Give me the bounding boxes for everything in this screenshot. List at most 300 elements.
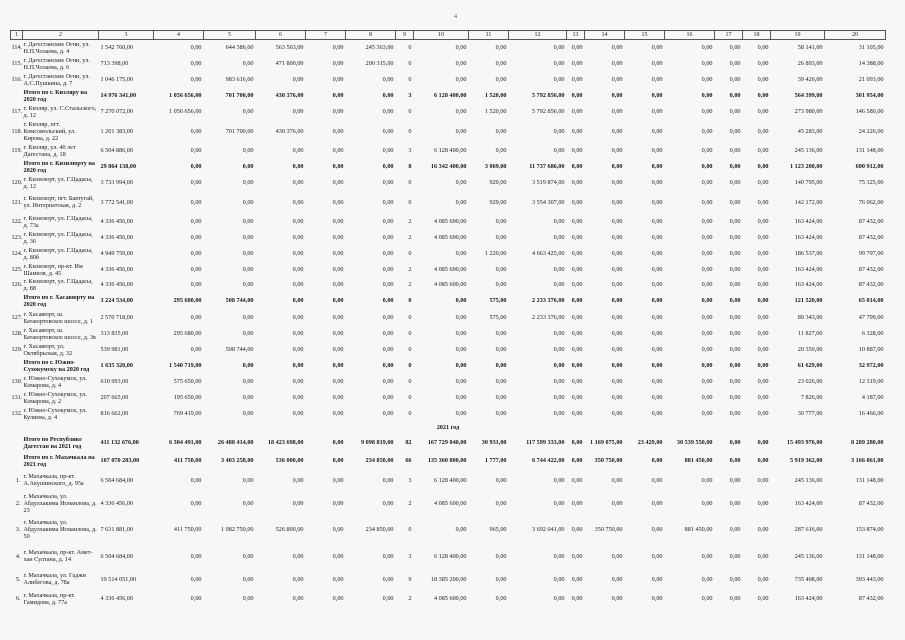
value-cell: 0	[408, 198, 412, 206]
value-cell: 0,00	[190, 198, 202, 206]
value-cell: 31 105,00	[858, 44, 884, 52]
address-cell: г. Кизилюрт, пр-кт. Им Шамиля, д. 45	[23, 262, 83, 277]
value-cell: 0,00	[292, 198, 304, 206]
value-cell: 0,00	[729, 457, 741, 464]
value-cell: 0,00	[190, 76, 202, 83]
value-cell: 0,00	[553, 147, 565, 154]
row-number	[11, 88, 23, 104]
value-cell: 0,00	[292, 410, 304, 417]
value-cell: 1 635 320,00	[100, 362, 133, 369]
value-cell: 0,00	[757, 346, 769, 353]
value-cell: 0,00	[651, 266, 663, 273]
value-cell: 0,00	[242, 234, 254, 241]
value-cell: 75 325,00	[858, 179, 884, 186]
row-number: 125.	[11, 266, 23, 273]
value-cell: 0,00	[701, 394, 713, 401]
row-number: 118.	[11, 127, 23, 135]
value-cell: 0	[408, 346, 412, 353]
value-cell: 0,00	[611, 163, 623, 170]
value-cell: 0,00	[611, 147, 623, 154]
value-cell: 508 744,00	[225, 346, 254, 353]
value-cell: 3	[408, 92, 412, 99]
value-cell: 87 432,00	[858, 218, 884, 225]
value-cell: 0,00	[455, 198, 467, 206]
value-cell: 135 360 800,00	[427, 457, 467, 464]
value-cell: 0	[408, 108, 412, 115]
value-cell: 6 128 400,00	[434, 476, 467, 484]
value-cell: 0,00	[729, 250, 741, 257]
value-cell: 163 424,00	[794, 281, 823, 288]
value-cell: 0,00	[651, 526, 663, 533]
table-row	[11, 246, 886, 262]
value-cell: 0,00	[651, 330, 663, 337]
value-cell: 881 450,00	[684, 457, 713, 464]
value-cell: 0,00	[190, 60, 202, 67]
value-cell: 6 744 422,00	[532, 457, 565, 464]
table-row	[11, 175, 886, 191]
value-cell: 0,00	[242, 595, 254, 602]
value-cell: 350 750,00	[594, 526, 623, 533]
value-cell: 0	[408, 179, 412, 186]
column-number-header: 10	[414, 31, 469, 40]
value-cell: 4 336 456,00	[100, 595, 133, 602]
value-cell: 0,00	[242, 218, 254, 225]
address-cell: г. Кизилюрт, ул. Г.Цадасы, д. 88	[23, 277, 93, 292]
value-cell: 0,00	[292, 179, 304, 186]
value-cell: 45 283,00	[797, 127, 823, 135]
value-cell: 0,00	[729, 410, 741, 417]
value-cell: 0,00	[332, 281, 344, 288]
value-cell: 0,00	[332, 314, 344, 321]
value-cell: 0,00	[553, 218, 565, 225]
value-cell: 0,00	[495, 346, 507, 353]
value-cell: 1 520,00	[484, 92, 507, 99]
value-cell: 0,00	[757, 127, 769, 135]
value-cell: 0,00	[332, 499, 344, 507]
value-cell: 4 949 759,00	[100, 250, 133, 257]
value-cell: 0,00	[757, 394, 769, 401]
value-cell: 0,00	[651, 281, 663, 288]
table-row	[11, 326, 886, 342]
value-cell: 0,00	[495, 127, 507, 135]
value-cell: 0,00	[571, 198, 583, 206]
value-cell: 4 336 456,00	[100, 499, 133, 507]
value-cell: 0,00	[382, 314, 394, 321]
value-cell: 0,00	[553, 499, 565, 507]
value-cell: 0,00	[729, 147, 741, 154]
value-cell: 131 148,00	[855, 552, 884, 560]
value-cell: 58 141,00	[797, 44, 823, 52]
value-cell: 0,00	[242, 552, 254, 560]
value-cell: 0	[408, 297, 412, 304]
value-cell: 0,00	[190, 476, 202, 484]
value-cell: 0,00	[242, 281, 254, 288]
value-cell: 393 443,00	[855, 575, 884, 583]
value-cell: 0,00	[382, 575, 394, 583]
value-cell: 0,00	[242, 198, 254, 206]
value-cell: 965,00	[489, 526, 507, 533]
value-cell: 0,00	[332, 147, 344, 154]
value-cell: 0,00	[382, 410, 394, 417]
address-cell: г. Махачкала, пр-кт. А.Акушинского, д. 95а	[23, 473, 84, 487]
value-cell: 0,00	[242, 250, 254, 257]
value-cell: 131 148,00	[855, 476, 884, 484]
value-cell: 0,00	[571, 266, 583, 273]
row-number	[11, 433, 23, 453]
value-cell: 0,00	[190, 281, 202, 288]
row-number: 128.	[11, 330, 23, 337]
value-cell: 0,00	[571, 330, 583, 337]
value-cell: 0,00	[382, 266, 394, 273]
value-cell: 0,00	[757, 218, 769, 225]
value-cell: 0,00	[455, 76, 467, 83]
value-cell: 0,00	[553, 575, 565, 583]
value-cell: 0,00	[651, 250, 663, 257]
value-cell: 99 797,00	[858, 250, 884, 257]
value-cell: 0,00	[611, 346, 623, 353]
value-cell: 575,00	[489, 297, 507, 304]
value-cell: 0,00	[242, 499, 254, 507]
value-cell: 0,00	[495, 60, 507, 67]
value-cell: 0,00	[701, 92, 713, 99]
value-cell: 0,00	[382, 234, 394, 241]
value-cell: 0,00	[495, 476, 507, 484]
value-cell: 0,00	[651, 552, 663, 560]
table-row	[11, 262, 886, 278]
value-cell: 600 912,00	[855, 163, 884, 170]
value-cell: 87 432,00	[858, 595, 884, 602]
value-cell: 2	[408, 281, 412, 288]
value-cell: 0,00	[382, 179, 394, 186]
value-cell: 82	[405, 439, 412, 446]
value-cell: 0,00	[332, 266, 344, 273]
value-cell: 0	[408, 394, 412, 401]
value-cell: 5 792 856,00	[532, 108, 565, 115]
value-cell: 4 085 600,00	[434, 266, 467, 273]
value-cell: 0,00	[553, 595, 565, 602]
value-cell: 3 069,00	[484, 163, 507, 170]
value-cell: 575 650,00	[173, 378, 202, 385]
value-cell: 0,00	[701, 314, 713, 321]
column-number-header: 9	[396, 31, 414, 40]
value-cell: 0,00	[611, 595, 623, 602]
value-cell: 3	[408, 147, 412, 154]
address-cell: Итого по г. Хасавюрту на 2020 год	[23, 293, 95, 308]
value-cell: 0,00	[242, 108, 254, 115]
table-row	[11, 568, 886, 591]
value-cell: 0,00	[455, 330, 467, 337]
table-row	[11, 72, 886, 88]
value-cell: 163 424,00	[794, 595, 823, 602]
value-cell: 163 424,00	[794, 234, 823, 241]
value-cell: 983 616,00	[225, 76, 254, 83]
value-cell: 6 128 400,00	[434, 552, 467, 560]
subtotal-row	[11, 453, 886, 469]
value-cell: 0,00	[701, 297, 713, 304]
value-cell: 0,00	[701, 163, 713, 170]
value-cell: 0,00	[382, 108, 394, 115]
row-number: 130.	[11, 378, 23, 385]
value-cell: 769 419,00	[173, 410, 202, 417]
value-cell: 0,00	[190, 314, 202, 321]
value-cell: 21 093,00	[858, 76, 884, 83]
value-cell: 7 270 072,00	[100, 108, 133, 115]
value-cell: 0,00	[729, 60, 741, 67]
value-cell: 0,00	[495, 378, 507, 385]
value-cell: 0,00	[729, 127, 741, 135]
value-cell: 350 750,00	[594, 457, 623, 464]
address-cell: г. Кизляр, пгт. Комсомольский, ул. Кирова, д. 22	[23, 120, 76, 142]
value-cell: 0,00	[571, 60, 583, 67]
value-cell: 2 233 376,00	[532, 297, 565, 304]
table-row	[11, 406, 886, 422]
value-cell: 0,00	[757, 198, 769, 206]
value-cell: 0,00	[571, 439, 583, 446]
value-cell: 0,00	[332, 60, 344, 67]
value-cell: 0,00	[242, 163, 254, 170]
row-number	[11, 358, 23, 374]
value-cell: 0,00	[292, 595, 304, 602]
value-cell: 47 799,00	[858, 314, 884, 321]
value-cell: 61 629,00	[797, 362, 823, 369]
value-cell: 0,00	[729, 526, 741, 533]
value-cell: 0,00	[292, 163, 304, 170]
value-cell: 0,00	[757, 457, 769, 464]
value-cell: 0,00	[571, 297, 583, 304]
address-cell: г. Южно-Сухокумск, ул. Кулиева, д. 4	[23, 406, 87, 421]
value-cell: 0,00	[242, 362, 254, 369]
value-cell: 0	[408, 44, 412, 52]
year-heading-row	[11, 422, 886, 433]
value-cell: 0,00	[611, 250, 623, 257]
value-cell: 0,00	[757, 330, 769, 337]
value-cell: 0,00	[553, 76, 565, 83]
value-cell: 2	[408, 218, 412, 225]
column-number-header: 11	[469, 31, 509, 40]
value-cell: 6 504 684,00	[100, 476, 133, 484]
value-cell: 0	[408, 60, 412, 67]
value-cell: 0,00	[455, 127, 467, 135]
value-cell: 0,00	[382, 250, 394, 257]
value-cell: 0,00	[332, 362, 344, 369]
row-number: 126.	[11, 281, 23, 288]
table-row	[11, 56, 886, 72]
value-cell: 0,00	[455, 394, 467, 401]
value-cell: 0	[408, 378, 412, 385]
value-cell: 0,00	[553, 410, 565, 417]
row-number: 127.	[11, 314, 23, 321]
value-cell: 0,00	[553, 127, 565, 135]
address-cell: г. Кизляр, ул. 40 лет Дагестана, д. 18	[23, 143, 76, 158]
value-cell: 0,00	[611, 314, 623, 321]
value-cell: 0,00	[332, 595, 344, 602]
value-cell: 0,00	[571, 92, 583, 99]
value-cell: 16 342 400,00	[430, 163, 467, 170]
value-cell: 117 599 333,00	[526, 439, 565, 446]
value-cell: 245 136,00	[794, 552, 823, 560]
value-cell: 4 085 600,00	[434, 234, 467, 241]
value-cell: 0,00	[332, 410, 344, 417]
value-cell: 0,00	[571, 394, 583, 401]
value-cell: 0,00	[190, 179, 202, 186]
value-cell: 0,00	[651, 218, 663, 225]
value-cell: 4 336 456,00	[100, 281, 133, 288]
value-cell: 0,00	[757, 147, 769, 154]
value-cell: 163 424,00	[794, 266, 823, 273]
value-cell: 0,00	[611, 330, 623, 337]
value-cell: 0,00	[701, 44, 713, 52]
value-cell: 131 148,00	[855, 147, 884, 154]
value-cell: 0,00	[332, 297, 344, 304]
value-cell: 0,00	[729, 499, 741, 507]
value-cell: 9 098 819,00	[361, 439, 394, 446]
value-cell: 2 570 718,00	[100, 314, 133, 321]
value-cell: 0,00	[757, 108, 769, 115]
value-cell: 2	[408, 595, 412, 602]
row-number: 121.	[11, 198, 23, 206]
value-cell: 0,00	[382, 76, 394, 83]
value-cell: 0,00	[495, 147, 507, 154]
value-cell: 146 580,00	[855, 108, 884, 115]
value-cell: 11 737 686,00	[529, 163, 565, 170]
value-cell: 0,00	[332, 44, 344, 52]
value-cell: 575,00	[489, 314, 507, 321]
value-cell: 0,00	[729, 163, 741, 170]
value-cell: 0,00	[495, 330, 507, 337]
value-cell: 6 504 684,00	[100, 552, 133, 560]
value-cell: 18 423 698,00	[267, 439, 304, 446]
address-cell: Итого по г. Кизляру на 2020 год	[23, 88, 88, 103]
value-cell: 929,00	[489, 198, 507, 206]
value-cell: 0,00	[553, 266, 565, 273]
value-cell: 0,00	[242, 147, 254, 154]
value-cell: 644 386,00	[225, 44, 254, 52]
value-cell: 0	[408, 314, 412, 321]
value-cell: 0,00	[757, 552, 769, 560]
value-cell: 0,00	[242, 314, 254, 321]
value-cell: 0,00	[292, 108, 304, 115]
value-cell: 0,00	[332, 179, 344, 186]
value-cell: 0,00	[651, 575, 663, 583]
value-cell: 0,00	[292, 346, 304, 353]
value-cell: 0,00	[611, 218, 623, 225]
value-cell: 0,00	[571, 575, 583, 583]
value-cell: 0,00	[571, 108, 583, 115]
value-cell: 0,00	[190, 127, 202, 135]
value-cell: 0	[408, 127, 412, 135]
row-number: 115.	[11, 60, 23, 67]
value-cell: 0,00	[382, 346, 394, 353]
value-cell: 0,00	[553, 394, 565, 401]
value-cell: 153 874,00	[855, 526, 884, 533]
value-cell: 0,00	[382, 476, 394, 484]
value-cell: 234 850,00	[365, 526, 394, 533]
column-number-header: 3	[99, 31, 154, 40]
value-cell: 0,00	[242, 394, 254, 401]
table-row	[11, 492, 886, 515]
row-number: 5.	[15, 575, 21, 583]
value-cell: 0,00	[701, 378, 713, 385]
table-row	[11, 120, 886, 143]
value-cell: 0,00	[553, 362, 565, 369]
value-cell: 0,00	[292, 330, 304, 337]
value-cell: 0,00	[292, 552, 304, 560]
value-cell: 564 399,00	[794, 92, 823, 99]
value-cell: 0,00	[729, 234, 741, 241]
value-cell: 508 744,00	[225, 297, 254, 304]
address-cell: г. Махачкала, ул. Абдулхакима Исмаилова, д. 50	[23, 519, 97, 540]
value-cell: 0,00	[455, 410, 467, 417]
value-cell: 0,00	[190, 346, 202, 353]
value-cell: 0,00	[495, 394, 507, 401]
value-cell: 3	[408, 552, 412, 560]
value-cell: 0	[408, 526, 412, 533]
value-cell: 0,00	[611, 281, 623, 288]
value-cell: 0,00	[757, 526, 769, 533]
value-cell: 0,00	[571, 44, 583, 52]
value-cell: 14 388,00	[858, 60, 884, 67]
value-cell: 0,00	[332, 127, 344, 135]
value-cell: 0,00	[190, 499, 202, 507]
value-cell: 0,00	[701, 266, 713, 273]
value-cell: 0,00	[382, 127, 394, 135]
value-cell: 0,00	[611, 76, 623, 83]
value-cell: 0,00	[332, 346, 344, 353]
value-cell: 4 187,00	[861, 394, 884, 401]
value-cell: 0,00	[757, 410, 769, 417]
value-cell: 24 226,00	[858, 127, 884, 135]
value-cell: 0,00	[729, 281, 741, 288]
value-cell: 0,00	[651, 108, 663, 115]
value-cell: 0,00	[455, 44, 467, 52]
value-cell: 701 700,00	[225, 92, 254, 99]
value-cell: 0,00	[553, 60, 565, 67]
row-number: 124.	[11, 250, 23, 257]
value-cell: 0,00	[701, 76, 713, 83]
value-cell: 610 993,00	[100, 378, 129, 385]
value-cell: 1 540 719,00	[169, 362, 202, 369]
value-cell: 0,00	[190, 595, 202, 602]
value-cell: 0,00	[729, 314, 741, 321]
value-cell: 4 085 600,00	[434, 281, 467, 288]
value-cell: 0,00	[553, 476, 565, 484]
value-cell: 0,00	[651, 457, 663, 464]
value-cell: 11 827,00	[797, 330, 823, 337]
value-cell: 0,00	[495, 281, 507, 288]
value-cell: 1 056 656,00	[169, 92, 202, 99]
value-cell: 0,00	[292, 575, 304, 583]
column-number-header: 2	[23, 31, 99, 40]
value-cell: 411 750,00	[173, 457, 202, 464]
value-cell: 0,00	[757, 378, 769, 385]
value-cell: 0,00	[292, 266, 304, 273]
value-cell: 0,00	[729, 362, 741, 369]
value-cell: 0,00	[757, 281, 769, 288]
value-cell: 4 336 456,00	[100, 218, 133, 225]
value-cell: 0,00	[382, 147, 394, 154]
value-cell: 0,00	[332, 76, 344, 83]
row-number: 114.	[11, 44, 23, 52]
value-cell: 0,00	[190, 218, 202, 225]
value-cell: 0,00	[571, 250, 583, 257]
row-number: 117.	[11, 108, 23, 115]
column-number-header: 19	[771, 31, 825, 40]
value-cell: 14 976 341,00	[100, 92, 137, 99]
column-number-header: 18	[743, 31, 771, 40]
row-number: 122.	[11, 218, 23, 225]
value-cell: 0,00	[242, 179, 254, 186]
value-cell: 6 304 491,00	[169, 439, 202, 446]
